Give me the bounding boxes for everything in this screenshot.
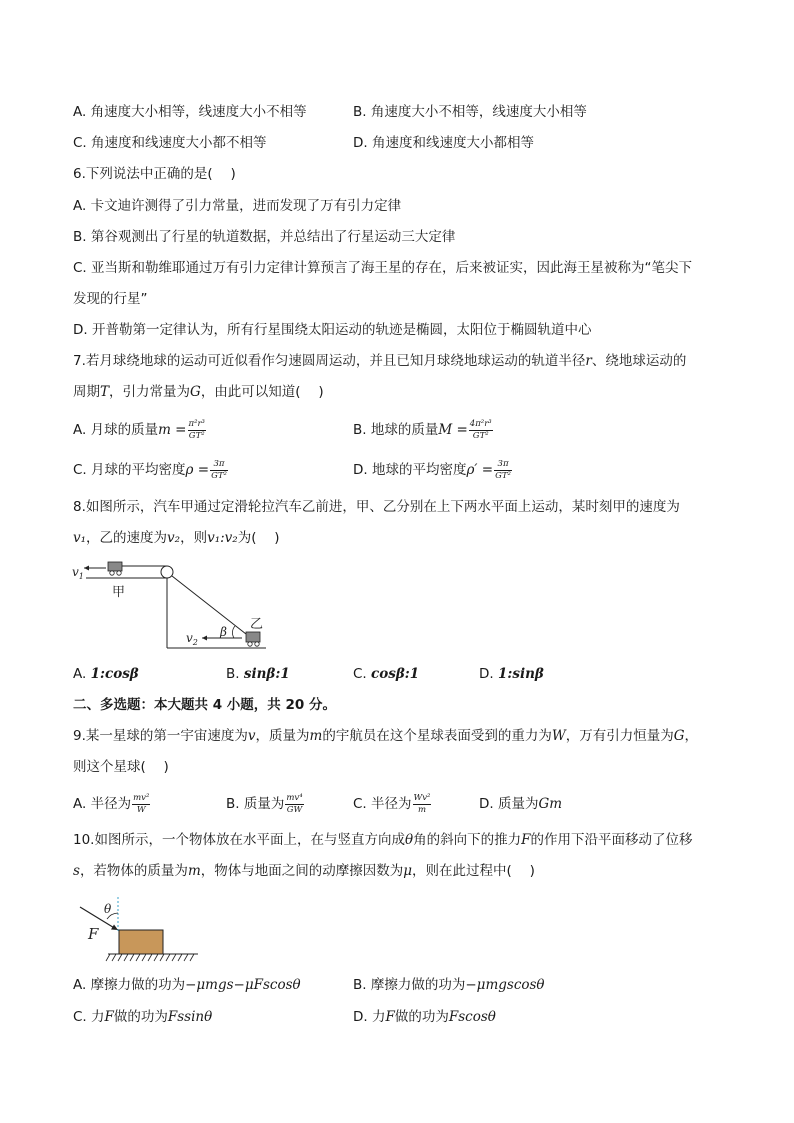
q8-option-c: C. cosβ:1 [353, 666, 420, 682]
rope-diagonal [172, 576, 246, 634]
q7-option-c: C. 月球的平均密度ρ = $\frac{3\pi}{\text{GT²}}$ [73, 459, 227, 481]
q9-option-c-fraction: $\frac{\text{Wv²}}{m}$ [413, 793, 431, 815]
q9-option-a: A. 半径为 $\frac{\text{mv²}}{W}$ [73, 793, 150, 815]
beta-arc [232, 626, 235, 638]
car-yi-icon [246, 632, 260, 642]
yi-label: 乙 [250, 617, 264, 632]
q7-option-b-fraction: $\frac{\text{4π²r³}}{\text{GT²}}$ [469, 419, 492, 441]
q10-option-b: B. 摩擦力做的功为−μmgscosθ [353, 977, 545, 993]
q8-option-a: A. 1:cosβ [73, 666, 139, 682]
q9-option-d: D. 质量为Gm [479, 796, 563, 812]
q6-option-d: D. 开普勒第一定律认为，所有行星围绕太阳运动的轨迹是椭圆，太阳位于椭圆轨道中心 [73, 322, 592, 338]
car-jia-icon [108, 562, 122, 571]
q9-option-c: C. 半径为 $\frac{\text{Wv²}}{m}$ [353, 793, 431, 815]
q10-block-figure [78, 895, 202, 965]
q5-option-b: B. 角速度大小不相等，线速度大小相等 [353, 104, 587, 120]
q8-stem-line2: v₁，乙的速度为v₂，则v₁:v₂为( ) [73, 530, 280, 546]
q7-option-a: A. 月球的质量m = $\frac{\text{π²r³}}{\text{GT²}}$ [73, 419, 205, 441]
q6-stem: 6.下列说法中正确的是( ) [73, 166, 236, 182]
beta-label: β [220, 625, 227, 639]
q6-option-c-line2: 发现的行星” [73, 291, 148, 307]
q7-option-b: B. 地球的质量M = $\frac{\text{4π²r³}}{\text{GT²}}$ [353, 419, 492, 441]
q10-stem-line1: 10.如图所示，一个物体放在水平面上，在与竖直方向成θ角的斜向下的推力F的作用下沿平面移动了位移 [73, 832, 693, 848]
q8-option-d: D. 1:sinβ [479, 666, 544, 682]
q10-option-d: D. 力F做的功为Fscosθ [353, 1009, 496, 1025]
q10-stem-line2: s，若物体的质量为m，物体与地面之间的动摩擦因数为μ，则在此过程中( ) [73, 863, 535, 879]
q8-pulley-figure [70, 558, 270, 654]
jia-label: 甲 [112, 585, 126, 600]
q9-option-b: B. 质量为 $\frac{\text{mv⁴}}{GW}$ [226, 793, 303, 815]
q7-option-d: D. 地球的平均密度ρ′ = $\frac{3\pi}{\text{GT²}}$ [353, 459, 511, 481]
q7-option-d-fraction: $\frac{3\pi}{\text{GT²}}$ [495, 459, 511, 481]
q8-option-b: B. sinβ:1 [226, 666, 290, 682]
q5-option-a: A. 角速度大小相等，线速度大小不相等 [73, 104, 307, 120]
q9-stem-line2: 则这个星球( ) [73, 759, 169, 775]
v1-label: $v_1$ [72, 565, 84, 581]
q9-option-a-fraction: $\frac{\text{mv²}}{W}$ [133, 793, 150, 815]
section-2-header: 二、多选题：本大题共 4 小题，共 20 分。 [73, 697, 336, 713]
theta-label: θ [104, 902, 112, 916]
ground-hatching [106, 954, 194, 961]
q5-option-d: D. 角速度和线速度大小都相等 [353, 135, 534, 151]
q6-option-b: B. 第谷观测出了行星的轨道数据，并总结出了行星运动三大定律 [73, 229, 456, 245]
q7-option-a-fraction: $\frac{\text{π²r³}}{\text{GT²}}$ [188, 419, 205, 441]
q6-option-a: A. 卡文迪许测得了引力常量，进而发现了万有引力定律 [73, 198, 402, 214]
block-icon [119, 930, 163, 954]
q7-stem-line1: 7.若月球绕地球的运动可近似看作匀速圆周运动，并且已知月球绕地球运动的轨道半径r、绕地球运动的 [73, 353, 687, 369]
q7-stem-line2: 周期T，引力常量为G，由此可以知道( ) [73, 384, 324, 400]
q6-option-c-line1: C. 亚当斯和勒维耶通过万有引力定律计算预言了海王星的存在，后来被证实，因此海王星被称为“笔尖下 [73, 260, 693, 276]
f-label: F [88, 925, 99, 943]
q5-option-c: C. 角速度和线速度大小都不相等 [73, 135, 267, 151]
q7-option-c-fraction: $\frac{3\pi}{\text{GT²}}$ [211, 459, 227, 481]
v2-label: $v_2$ [186, 631, 198, 647]
q8-stem-line1: 8.如图所示，汽车甲通过定滑轮拉汽车乙前进，甲、乙分别在上下两水平面上运动，某时刻甲的速度为 [73, 499, 680, 515]
q10-option-c: C. 力F做的功为Fssinθ [73, 1009, 213, 1025]
q9-stem-line1: 9.某一星球的第一宇宙速度为v，质量为m的宇航员在这个星球表面受到的重力为W，万有引力恒量为G， [73, 728, 699, 744]
pulley-icon [161, 566, 173, 578]
q10-option-a: A. 摩擦力做的功为−μmgs−μFscosθ [73, 977, 301, 993]
q9-option-b-fraction: $\frac{\text{mv⁴}}{GW}$ [286, 793, 303, 815]
